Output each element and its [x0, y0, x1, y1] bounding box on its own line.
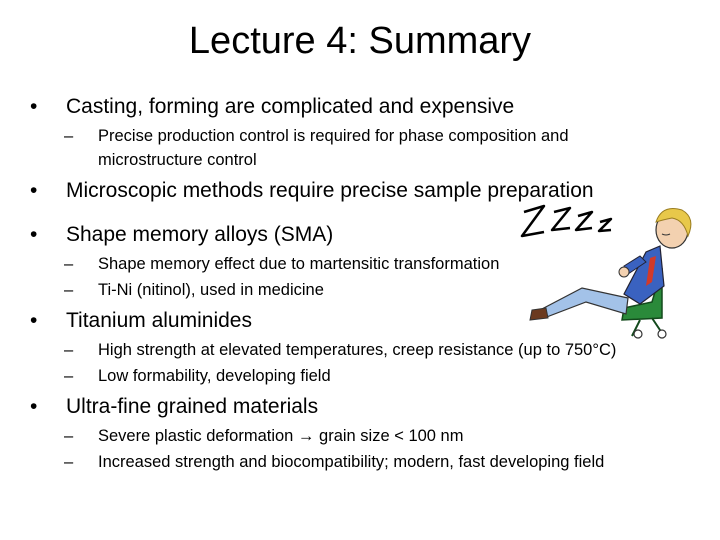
bullet-text: Microscopic methods require precise sample preparation — [66, 179, 594, 202]
bullet-text: Titanium aluminides — [66, 309, 252, 332]
subitem-text: Increased strength and biocompatibility; modern, fast developing field — [98, 453, 605, 471]
bullet-sma — [30, 222, 510, 248]
subitem-text: Precise production control is required for phase composition and — [98, 127, 569, 145]
subitem-text: Severe plastic deformation → grain size < 100 nm — [98, 427, 464, 445]
bullet-text: Casting, forming are complicated and expensive — [66, 95, 515, 118]
subitem-plastic-deformation — [64, 426, 704, 446]
bullet-marker: • — [30, 223, 38, 246]
dash-marker: – — [64, 341, 74, 359]
subitem-text: Shape memory effect due to martensitic transformation — [98, 255, 500, 273]
subitem-text: Ti-Ni (nitinol), used in medicine — [98, 281, 324, 299]
dash-marker: – — [64, 255, 74, 273]
subitem-text: Low formability, developing field — [98, 367, 331, 385]
dash-marker: – — [64, 281, 74, 299]
bullet-titanium — [30, 308, 510, 334]
bullet-marker: • — [30, 95, 38, 118]
subitem-shape-memory — [64, 254, 564, 274]
bullet-ultrafine — [30, 394, 690, 420]
dash-marker: – — [64, 453, 74, 471]
subitem-production-control — [64, 126, 684, 146]
subitem-production-control-cont — [64, 150, 684, 170]
bullet-marker: • — [30, 309, 38, 332]
bullet-text: Shape memory alloys (SMA) — [66, 223, 334, 246]
slide-title: Lecture 4: Summary — [188, 20, 532, 62]
bullet-marker: • — [30, 179, 38, 202]
subitem-biocompatibility — [64, 452, 704, 472]
subitem-low-formability — [64, 366, 704, 386]
bullet-marker: • — [30, 395, 38, 418]
bullet-casting — [30, 94, 690, 120]
sleeping-man-clipart — [512, 190, 708, 340]
subitem-text: microstructure control — [98, 151, 257, 169]
dash-marker: – — [64, 367, 74, 385]
subitem-high-strength — [64, 340, 704, 360]
subitem-text: High strength at elevated temperatures, creep resistance (up to 750°C) — [98, 341, 617, 359]
sleeping-man-icon — [512, 190, 708, 340]
snore-zzz-icon — [522, 206, 611, 236]
bullet-text: Ultra-fine grained materials — [66, 395, 319, 418]
dash-marker: – — [64, 427, 74, 445]
dash-marker: – — [64, 127, 74, 145]
subitem-nitinol — [64, 280, 564, 300]
